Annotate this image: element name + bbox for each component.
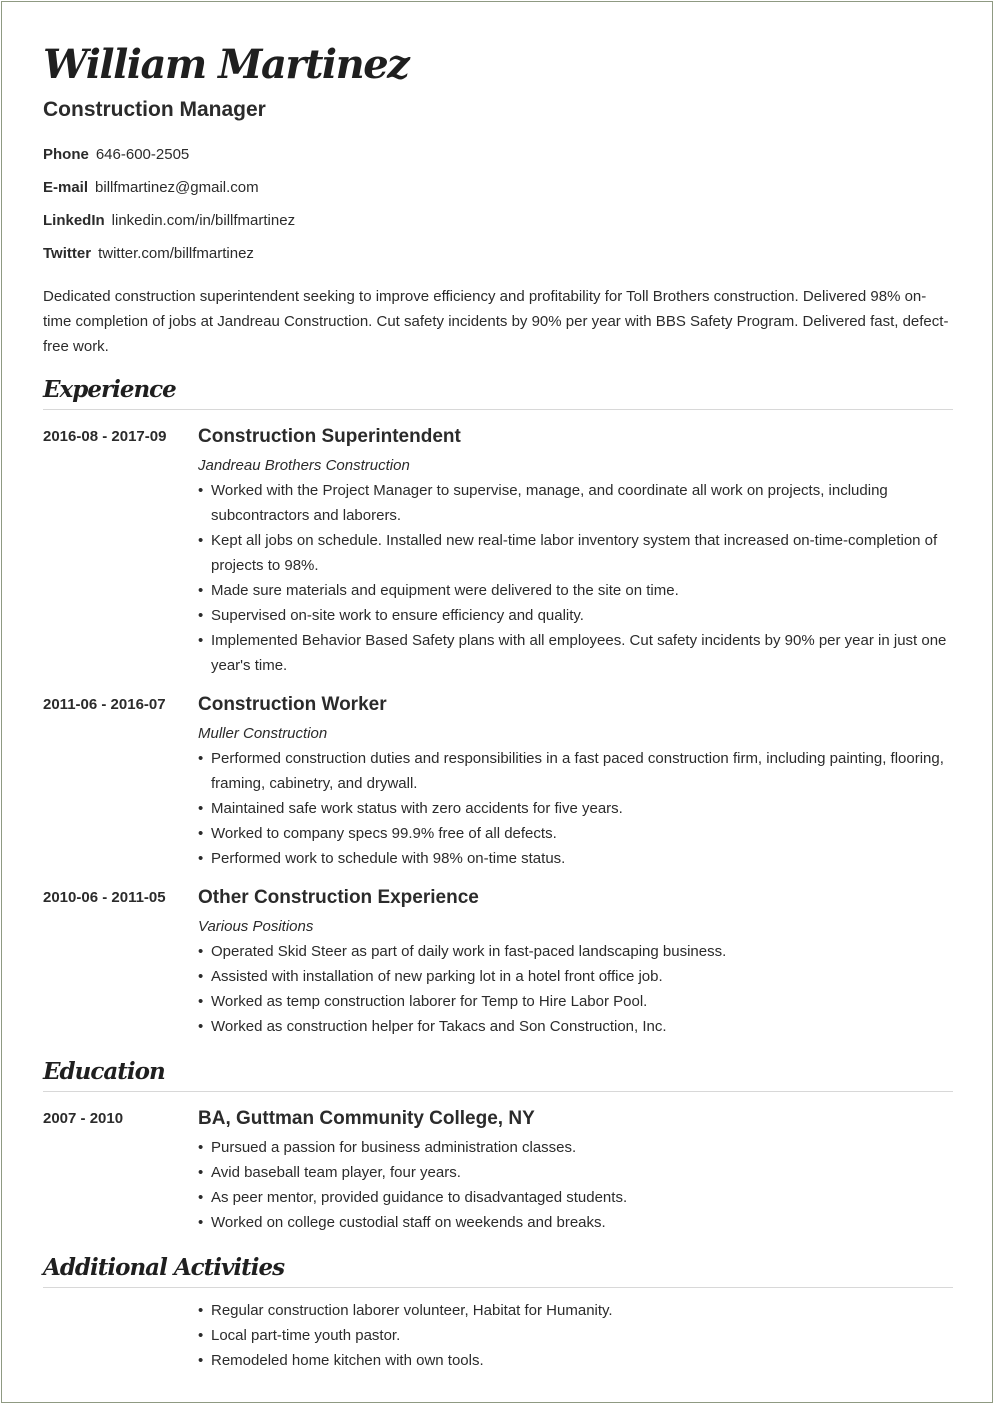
contact-twitter (43, 237, 953, 270)
bullet-icon: • (198, 1214, 204, 1231)
bullet-item: • Worked on college custodial staff on weekends and breaks. (198, 1210, 953, 1235)
experience-entry (43, 692, 953, 871)
section-heading-experience: Experience (43, 373, 953, 410)
bullet-item: • Worked with the Project Manager to supervise, manage, and coordinate all work on projects, including subcontractors and laborers. (198, 478, 953, 528)
bullet-icon: • (198, 850, 204, 867)
contact-label: LinkedIn (43, 212, 105, 229)
bullet-icon: • (198, 1352, 204, 1369)
entry-dates-empty (43, 1298, 198, 1373)
bullet-item: • Maintained safe work status with zero accidents for five years. (198, 796, 953, 821)
experience-entry (43, 885, 953, 1039)
contact-email (43, 171, 953, 204)
contact-value: 646-600-2505 (95, 146, 190, 163)
bullet-item: • Regular construction laborer volunteer, Habitat for Humanity. (198, 1298, 953, 1323)
bullet-icon: • (198, 607, 204, 624)
bullet-item: • Remodeled home kitchen with own tools. (198, 1348, 953, 1373)
bullet-icon: • (198, 1302, 204, 1319)
bullet-icon: • (198, 825, 204, 842)
bullet-list (198, 478, 953, 678)
bullet-item: • Implemented Behavior Based Safety plans with all employees. Cut safety incidents by 90% per year in just one year's time. (198, 628, 953, 678)
contact-linkedin (43, 204, 953, 237)
section-heading-activities: Additional Activities (43, 1251, 953, 1288)
bullet-item: • Local part-time youth pastor. (198, 1323, 953, 1348)
resume-job-title: Construction Manager (43, 98, 266, 121)
entry-dates: 2011-06 - 2016-07 (43, 696, 166, 713)
entry-dates: 2010-06 - 2011-05 (43, 889, 166, 906)
education-entry (43, 1106, 953, 1235)
bullet-icon: • (198, 482, 204, 499)
entry-body (198, 1106, 953, 1235)
contact-label: Phone (43, 146, 89, 163)
activities-entry (43, 1298, 953, 1373)
bullet-icon: • (198, 532, 204, 549)
bullet-item: • Pursued a passion for business administration classes. (198, 1135, 953, 1160)
contact-value: twitter.com/billfmartinez (98, 245, 254, 262)
contact-label: E-mail (43, 179, 89, 196)
bullet-icon: • (198, 968, 204, 985)
bullet-item: • Supervised on-site work to ensure efficiency and quality. (198, 603, 953, 628)
bullet-list (198, 1135, 953, 1235)
contact-label: Twitter (43, 245, 92, 262)
bullet-item: • Assisted with installation of new parking lot in a hotel front office job. (198, 964, 953, 989)
bullet-item: • Worked as construction helper for Takacs and Son Construction, Inc. (198, 1014, 953, 1039)
bullet-icon: • (198, 1164, 204, 1181)
bullet-list (198, 939, 953, 1039)
bullet-item: • Operated Skid Steer as part of daily work in fast-paced landscaping business. (198, 939, 953, 964)
entry-title: BA, Guttman Community College, NY (198, 1108, 535, 1129)
bullet-item: • Performed work to schedule with 98% on-time status. (198, 846, 953, 871)
contact-value: linkedin.com/in/billfmartinez (111, 212, 296, 229)
contact-list (43, 138, 953, 270)
bullet-list (198, 1298, 953, 1373)
bullet-item: • Worked as temp construction laborer for Temp to Hire Labor Pool. (198, 989, 953, 1014)
resume-name: William Martinez (43, 41, 409, 88)
entry-body (198, 424, 953, 678)
bullet-icon: • (198, 582, 204, 599)
entry-dates: 2016-08 - 2017-09 (43, 428, 167, 445)
entry-body (198, 1298, 953, 1373)
bullet-item: • Made sure materials and equipment were delivered to the site on time. (198, 578, 953, 603)
bullet-icon: • (198, 800, 204, 817)
bullet-item: • Performed construction duties and responsibilities in a fast paced construction firm, including painting, flooring, framing, cabinetry, and drywall. (198, 746, 953, 796)
bullet-item: • Worked to company specs 99.9% free of all defects. (198, 821, 953, 846)
contact-value: billfmartinez@gmail.com (95, 179, 259, 196)
contact-phone (43, 138, 953, 171)
entry-body (198, 885, 953, 1039)
entry-title: Other Construction Experience (198, 887, 479, 908)
bullet-icon: • (198, 1327, 204, 1344)
bullet-icon: • (198, 1189, 204, 1206)
bullet-item: • As peer mentor, provided guidance to disadvantaged students. (198, 1185, 953, 1210)
entry-organization: Muller Construction (198, 725, 328, 742)
bullet-item: • Avid baseball team player, four years. (198, 1160, 953, 1185)
entry-body (198, 692, 953, 871)
bullet-list (198, 746, 953, 871)
experience-entry (43, 424, 953, 678)
bullet-icon: • (198, 943, 204, 960)
bullet-icon: • (198, 1018, 204, 1035)
entry-title: Construction Worker (198, 694, 387, 715)
bullet-icon: • (198, 750, 204, 767)
section-heading-education: Education (43, 1055, 953, 1092)
entry-organization: Jandreau Brothers Construction (198, 457, 410, 474)
bullet-item: • Kept all jobs on schedule. Installed new real-time labor inventory system that increased on-time-completion of projects to 98%. (198, 528, 953, 578)
bullet-icon: • (198, 993, 204, 1010)
bullet-icon: • (198, 632, 204, 649)
entry-title: Construction Superintendent (198, 426, 461, 447)
entry-organization: Various Positions (198, 918, 314, 935)
bullet-icon: • (198, 1139, 204, 1156)
resume-page (43, 38, 953, 1373)
entry-dates: 2007 - 2010 (43, 1110, 124, 1127)
summary-paragraph: Dedicated construction superintendent seeking to improve efficiency and profitability for Toll Brothers construction. Delivered 98% on-time completion of jobs at Jandreau Construction. Cut safety incidents by 90% per year with BBS Safety Program. Delivered fast, defect-free work. (43, 288, 949, 355)
